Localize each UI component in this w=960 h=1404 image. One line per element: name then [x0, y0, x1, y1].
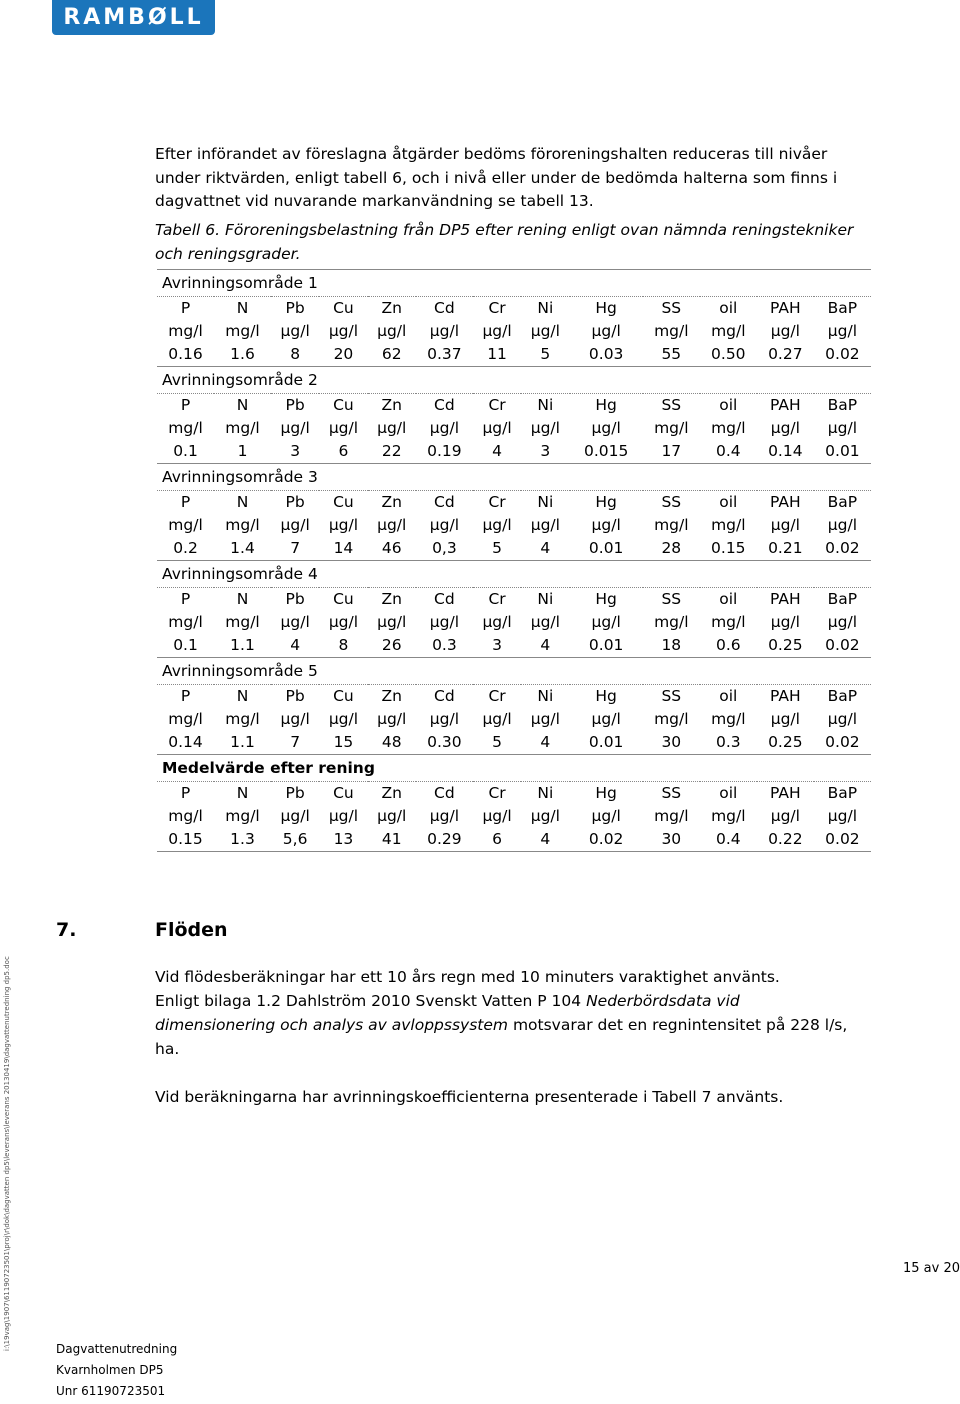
- value-row: [157, 343, 871, 367]
- value-cell: 0.4: [700, 828, 757, 852]
- param-cell: Pb: [285, 396, 305, 414]
- flow-line1: Vid flödesberäkningar har ett 10 års regn med 10 minuters varaktighet använts.: [155, 968, 780, 986]
- value-cell: 0.37: [416, 343, 473, 367]
- value-cell: 0.15: [157, 828, 214, 852]
- value-cell: 0.03: [570, 343, 643, 367]
- section-number: 7.: [56, 919, 77, 941]
- value-row: [157, 537, 871, 561]
- unit-cell: µg/l: [530, 710, 560, 728]
- param-cell: Pb: [285, 299, 305, 317]
- value-cell: 0.27: [757, 343, 814, 367]
- unit-cell: mg/l: [225, 613, 260, 631]
- footer: [56, 1339, 177, 1402]
- param-cell: N: [236, 784, 249, 802]
- footer-line: Kvarnholmen DP5: [56, 1363, 164, 1377]
- unit-cell: µg/l: [328, 322, 359, 340]
- unit-cell: mg/l: [168, 710, 203, 728]
- unit-cell: µg/l: [591, 807, 621, 825]
- value-cell: 0.015: [570, 440, 643, 464]
- ramboll-logo: RAMBØLL: [52, 0, 215, 35]
- value-cell: 0.02: [814, 731, 871, 755]
- value-cell: 5: [521, 343, 569, 367]
- param-cell: N: [236, 590, 249, 608]
- unit-cell: mg/l: [654, 710, 689, 728]
- unit-row: [157, 320, 871, 343]
- unit-cell: µg/l: [591, 322, 621, 340]
- param-cell: BaP: [827, 396, 858, 414]
- unit-row: [157, 417, 871, 440]
- value-cell: 1.4: [214, 537, 271, 561]
- value-cell: 0.1: [157, 634, 214, 658]
- page-number: 15 av 20: [902, 1261, 960, 1276]
- unit-cell: mg/l: [711, 613, 746, 631]
- value-cell: 3: [473, 634, 521, 658]
- unit-cell: mg/l: [711, 807, 746, 825]
- param-cell: oil: [719, 299, 738, 317]
- flow-text-post: motsvarar det en regnintensitet på 228 l/s, ha.: [155, 1016, 848, 1058]
- param-cell: Cd: [434, 396, 455, 414]
- param-cell: Cu: [333, 784, 354, 802]
- value-cell: 0.3: [416, 634, 473, 658]
- flow-text-pre: Enligt bilaga 1.2 Dahlström 2010 Svenskt Vatten P 104: [155, 992, 587, 1010]
- value-cell: 0.22: [757, 828, 814, 852]
- param-cell: N: [236, 687, 249, 705]
- param-cell: PAH: [770, 784, 801, 802]
- unit-cell: µg/l: [429, 419, 459, 437]
- value-cell: 17: [643, 440, 700, 464]
- value-cell: 20: [319, 343, 367, 367]
- value-cell: 13: [319, 828, 367, 852]
- unit-cell: mg/l: [654, 419, 689, 437]
- footer-line: Unr 61190723501: [56, 1384, 166, 1398]
- unit-cell: mg/l: [711, 419, 746, 437]
- value-cell: 0.1: [157, 440, 214, 464]
- area-name: Avrinningsområde 3: [157, 464, 871, 491]
- unit-cell: µg/l: [482, 322, 512, 340]
- param-row: [157, 297, 871, 321]
- flow-paragraph: [155, 965, 855, 1061]
- param-cell: oil: [719, 687, 738, 705]
- table-caption: Tabell 6. Föroreningsbelastning från DP5 efter rening enligt ovan nämnda reningstekniker och reningsgrader.: [155, 221, 854, 263]
- value-cell: 4: [473, 440, 521, 464]
- value-cell: 0.30: [416, 731, 473, 755]
- param-cell: Ni: [537, 590, 554, 608]
- unit-cell: µg/l: [482, 807, 512, 825]
- file-path-sidebar: i:\19vag\1907\61190723501\proj\r\dok\dagvatten dp5\leverans\leverans 20130419\dagvattenutredning dp5.doc: [3, 956, 11, 1351]
- value-cell: 4: [521, 634, 569, 658]
- value-cell: 0.4: [700, 440, 757, 464]
- unit-cell: µg/l: [827, 516, 858, 534]
- unit-cell: µg/l: [482, 419, 512, 437]
- param-cell: PAH: [770, 590, 801, 608]
- area-name: Avrinningsområde 4: [157, 561, 871, 588]
- param-row: [157, 588, 871, 612]
- param-cell: SS: [661, 784, 682, 802]
- param-cell: PAH: [770, 493, 801, 511]
- unit-cell: µg/l: [377, 516, 407, 534]
- param-cell: Ni: [537, 687, 554, 705]
- value-cell: 0.15: [700, 537, 757, 561]
- value-cell: 30: [643, 731, 700, 755]
- unit-cell: µg/l: [482, 710, 512, 728]
- param-row: [157, 491, 871, 515]
- param-cell: Hg: [595, 784, 617, 802]
- unit-cell: µg/l: [591, 516, 621, 534]
- value-cell: 0.02: [814, 634, 871, 658]
- param-cell: Pb: [285, 590, 305, 608]
- param-cell: Cu: [333, 493, 354, 511]
- param-cell: Cr: [488, 687, 506, 705]
- value-row: [157, 440, 871, 464]
- value-row: [157, 634, 871, 658]
- unit-row: [157, 514, 871, 537]
- param-cell: oil: [719, 590, 738, 608]
- unit-cell: µg/l: [328, 516, 359, 534]
- param-cell: N: [236, 396, 249, 414]
- unit-cell: µg/l: [377, 807, 407, 825]
- unit-cell: µg/l: [770, 419, 800, 437]
- param-cell: Pb: [285, 493, 305, 511]
- unit-cell: µg/l: [591, 419, 621, 437]
- value-cell: 48: [368, 731, 416, 755]
- value-cell: 46: [368, 537, 416, 561]
- param-cell: Cr: [488, 493, 506, 511]
- value-cell: 28: [643, 537, 700, 561]
- param-cell: Cd: [434, 784, 455, 802]
- param-cell: Zn: [381, 687, 402, 705]
- param-cell: Cu: [333, 590, 354, 608]
- value-cell: 0.6: [700, 634, 757, 658]
- param-cell: Pb: [285, 784, 305, 802]
- param-cell: P: [180, 590, 191, 608]
- value-cell: 11: [473, 343, 521, 367]
- unit-cell: µg/l: [827, 613, 858, 631]
- value-cell: 0.25: [757, 731, 814, 755]
- unit-row: [157, 708, 871, 731]
- area-header-row: [157, 755, 871, 782]
- value-cell: 7: [271, 731, 319, 755]
- param-cell: Cd: [434, 687, 455, 705]
- unit-cell: mg/l: [168, 807, 203, 825]
- unit-cell: mg/l: [654, 807, 689, 825]
- value-cell: 7: [271, 537, 319, 561]
- value-cell: 5,6: [271, 828, 319, 852]
- unit-cell: µg/l: [827, 710, 858, 728]
- unit-cell: mg/l: [168, 613, 203, 631]
- value-cell: 0.01: [814, 440, 871, 464]
- area-name: Medelvärde efter rening: [157, 755, 871, 782]
- value-cell: 4: [521, 537, 569, 561]
- param-cell: SS: [661, 493, 682, 511]
- value-cell: 1: [214, 440, 271, 464]
- param-cell: PAH: [770, 396, 801, 414]
- unit-cell: mg/l: [225, 516, 260, 534]
- value-cell: 22: [368, 440, 416, 464]
- param-cell: Hg: [595, 687, 617, 705]
- param-cell: N: [236, 493, 249, 511]
- param-cell: PAH: [770, 687, 801, 705]
- unit-cell: µg/l: [530, 419, 560, 437]
- value-cell: 1.3: [214, 828, 271, 852]
- value-cell: 0.29: [416, 828, 473, 852]
- param-cell: Cr: [488, 299, 506, 317]
- area-name: Avrinningsområde 5: [157, 658, 871, 685]
- area-name: Avrinningsområde 1: [157, 270, 871, 297]
- unit-cell: µg/l: [530, 322, 560, 340]
- unit-cell: µg/l: [280, 516, 310, 534]
- value-cell: 41: [368, 828, 416, 852]
- value-cell: 55: [643, 343, 700, 367]
- param-cell: P: [180, 784, 191, 802]
- unit-cell: µg/l: [280, 807, 310, 825]
- unit-cell: µg/l: [328, 807, 359, 825]
- unit-cell: µg/l: [377, 710, 407, 728]
- unit-cell: mg/l: [711, 710, 746, 728]
- coefficient-paragraph: Vid beräkningarna har avrinningskoefficienterna presenterade i Tabell 7 använts.: [155, 1088, 784, 1106]
- param-cell: Cu: [333, 299, 354, 317]
- value-cell: 6: [473, 828, 521, 852]
- value-cell: 30: [643, 828, 700, 852]
- intro-paragraph: Efter införandet av föreslagna åtgärder bedöms föroreningshalten reduceras till nivåer under riktvärden, enligt tabell 6, och i nivå eller under de bedömda halterna som finns i dagvattnet vid nuvarande markanvändning se tabell 13.: [155, 145, 838, 210]
- param-cell: Zn: [381, 493, 402, 511]
- param-cell: BaP: [827, 784, 858, 802]
- value-cell: 0.25: [757, 634, 814, 658]
- footer-line: Dagvattenutredning: [56, 1342, 178, 1356]
- param-cell: Ni: [537, 784, 554, 802]
- unit-cell: µg/l: [482, 613, 512, 631]
- value-cell: 4: [521, 731, 569, 755]
- unit-cell: mg/l: [168, 516, 203, 534]
- param-cell: P: [180, 687, 191, 705]
- param-row: [157, 394, 871, 418]
- param-cell: PAH: [770, 299, 801, 317]
- value-cell: 5: [473, 537, 521, 561]
- param-cell: Cu: [333, 687, 354, 705]
- value-cell: 5: [473, 731, 521, 755]
- param-cell: BaP: [827, 299, 858, 317]
- unit-cell: mg/l: [225, 419, 260, 437]
- value-cell: 0.14: [157, 731, 214, 755]
- value-row: [157, 731, 871, 755]
- unit-cell: µg/l: [591, 613, 621, 631]
- value-cell: 0.02: [814, 828, 871, 852]
- unit-cell: µg/l: [770, 710, 800, 728]
- param-cell: SS: [661, 299, 682, 317]
- value-row: [157, 828, 871, 852]
- value-cell: 6: [319, 440, 367, 464]
- flow-text-italic: Nederbördsdata vid dimensionering och analys av avloppssystem: [155, 992, 740, 1034]
- unit-cell: µg/l: [827, 322, 858, 340]
- unit-cell: µg/l: [770, 516, 800, 534]
- unit-cell: µg/l: [429, 516, 459, 534]
- param-cell: Zn: [381, 590, 402, 608]
- param-cell: Zn: [381, 299, 402, 317]
- param-row: [157, 782, 871, 806]
- area-header-row: [157, 561, 871, 588]
- param-cell: BaP: [827, 590, 858, 608]
- value-cell: 0.2: [157, 537, 214, 561]
- param-cell: BaP: [827, 687, 858, 705]
- param-cell: Pb: [285, 687, 305, 705]
- value-cell: 0.02: [814, 343, 871, 367]
- value-cell: 0.02: [814, 537, 871, 561]
- param-cell: oil: [719, 493, 738, 511]
- param-cell: P: [180, 396, 191, 414]
- param-cell: Hg: [595, 590, 617, 608]
- area-header-row: [157, 658, 871, 685]
- param-cell: oil: [719, 784, 738, 802]
- value-cell: 0.01: [570, 634, 643, 658]
- unit-cell: mg/l: [168, 322, 203, 340]
- param-cell: Hg: [595, 493, 617, 511]
- unit-cell: µg/l: [280, 419, 310, 437]
- value-cell: 1.6: [214, 343, 271, 367]
- param-cell: BaP: [827, 493, 858, 511]
- param-cell: Cd: [434, 493, 455, 511]
- param-cell: Cu: [333, 396, 354, 414]
- unit-cell: µg/l: [429, 807, 459, 825]
- value-cell: 0.21: [757, 537, 814, 561]
- value-cell: 0,3: [416, 537, 473, 561]
- param-cell: P: [180, 493, 191, 511]
- unit-cell: µg/l: [482, 516, 512, 534]
- unit-cell: µg/l: [591, 710, 621, 728]
- unit-cell: mg/l: [654, 613, 689, 631]
- unit-cell: mg/l: [168, 419, 203, 437]
- value-cell: 4: [271, 634, 319, 658]
- param-cell: SS: [661, 396, 682, 414]
- unit-cell: µg/l: [530, 613, 560, 631]
- value-cell: 62: [368, 343, 416, 367]
- area-header-row: [157, 367, 871, 394]
- value-cell: 0.16: [157, 343, 214, 367]
- unit-cell: mg/l: [225, 322, 260, 340]
- unit-cell: mg/l: [654, 516, 689, 534]
- value-cell: 0.14: [757, 440, 814, 464]
- param-cell: Ni: [537, 396, 554, 414]
- param-cell: oil: [719, 396, 738, 414]
- param-row: [157, 685, 871, 709]
- param-cell: Ni: [537, 299, 554, 317]
- param-cell: Zn: [381, 396, 402, 414]
- unit-cell: mg/l: [654, 322, 689, 340]
- param-cell: SS: [661, 590, 682, 608]
- area-header-row: [157, 464, 871, 491]
- unit-cell: mg/l: [711, 322, 746, 340]
- value-cell: 1.1: [214, 634, 271, 658]
- param-cell: Cr: [488, 784, 506, 802]
- unit-cell: µg/l: [827, 419, 858, 437]
- param-cell: Zn: [381, 784, 402, 802]
- unit-cell: mg/l: [225, 710, 260, 728]
- unit-cell: µg/l: [377, 613, 407, 631]
- unit-cell: µg/l: [328, 419, 359, 437]
- param-cell: Cd: [434, 590, 455, 608]
- value-cell: 8: [319, 634, 367, 658]
- unit-cell: µg/l: [530, 516, 560, 534]
- unit-cell: µg/l: [770, 807, 800, 825]
- param-cell: SS: [661, 687, 682, 705]
- unit-cell: µg/l: [827, 807, 858, 825]
- pollution-table: [157, 269, 871, 852]
- param-cell: Cr: [488, 590, 506, 608]
- value-cell: 3: [271, 440, 319, 464]
- value-cell: 4: [521, 828, 569, 852]
- value-cell: 8: [271, 343, 319, 367]
- unit-cell: µg/l: [328, 710, 359, 728]
- section-title: Flöden: [155, 919, 228, 941]
- unit-cell: µg/l: [770, 322, 800, 340]
- unit-cell: µg/l: [280, 322, 310, 340]
- value-cell: 0.3: [700, 731, 757, 755]
- unit-cell: mg/l: [225, 807, 260, 825]
- unit-cell: µg/l: [770, 613, 800, 631]
- area-name: Avrinningsområde 2: [157, 367, 871, 394]
- unit-cell: µg/l: [328, 613, 359, 631]
- unit-row: [157, 805, 871, 828]
- value-cell: 0.19: [416, 440, 473, 464]
- param-cell: Cr: [488, 396, 506, 414]
- param-cell: Hg: [595, 299, 617, 317]
- unit-row: [157, 611, 871, 634]
- value-cell: 0.01: [570, 731, 643, 755]
- value-cell: 26: [368, 634, 416, 658]
- unit-cell: µg/l: [280, 710, 310, 728]
- unit-cell: mg/l: [711, 516, 746, 534]
- unit-cell: µg/l: [377, 419, 407, 437]
- param-cell: Cd: [434, 299, 455, 317]
- value-cell: 0.01: [570, 537, 643, 561]
- unit-cell: µg/l: [429, 710, 459, 728]
- unit-cell: µg/l: [530, 807, 560, 825]
- unit-cell: µg/l: [377, 322, 407, 340]
- unit-cell: µg/l: [429, 613, 459, 631]
- value-cell: 0.02: [570, 828, 643, 852]
- value-cell: 18: [643, 634, 700, 658]
- param-cell: P: [180, 299, 191, 317]
- value-cell: 14: [319, 537, 367, 561]
- unit-cell: µg/l: [280, 613, 310, 631]
- param-cell: Hg: [595, 396, 617, 414]
- value-cell: 0.50: [700, 343, 757, 367]
- value-cell: 3: [521, 440, 569, 464]
- value-cell: 15: [319, 731, 367, 755]
- param-cell: N: [236, 299, 249, 317]
- param-cell: Ni: [537, 493, 554, 511]
- area-header-row: [157, 270, 871, 297]
- value-cell: 1.1: [214, 731, 271, 755]
- unit-cell: µg/l: [429, 322, 459, 340]
